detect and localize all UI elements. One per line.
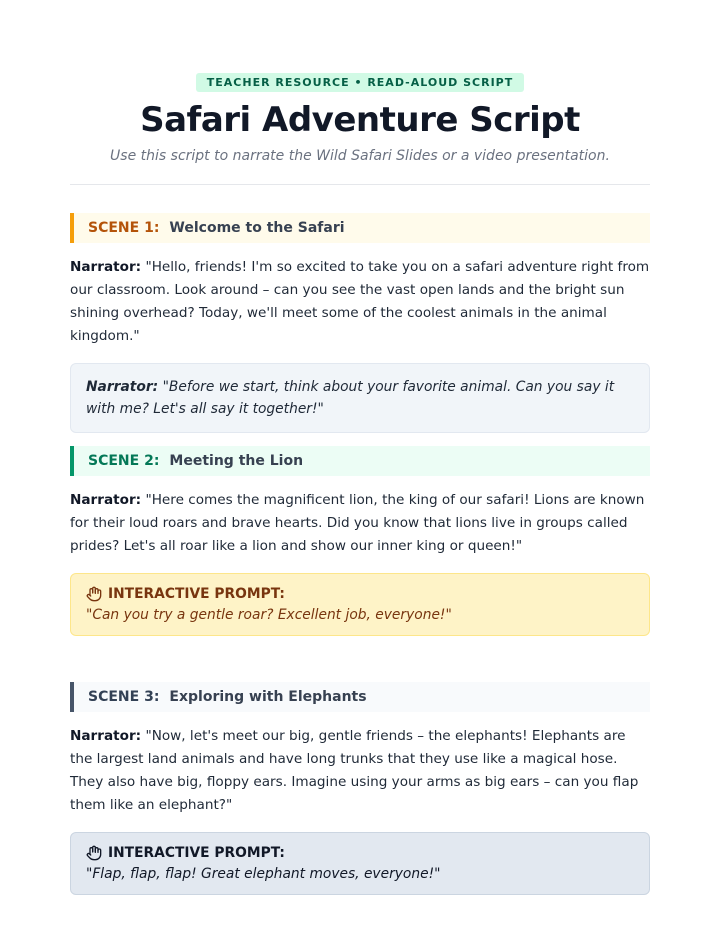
scene-1 bbox=[70, 213, 650, 433]
narrator-label: Narrator: bbox=[70, 492, 142, 508]
scene-2-narration bbox=[70, 489, 650, 558]
narrator-label: Narrator: bbox=[70, 259, 142, 275]
prompt-text: "Can you try a gentle roar? Excellent job, everyone!" bbox=[86, 607, 452, 623]
callout-text: "Before we start, think about your favorite animal. Can you say it with me? Let's all say it together!" bbox=[86, 379, 615, 417]
scene-1-callout bbox=[70, 363, 650, 433]
scene-2-name: Meeting the Lion bbox=[169, 453, 304, 469]
hand-icon bbox=[86, 586, 102, 602]
narration-text: "Now, let's meet our big, gentle friends – the elephants! Elephants are the largest land animals and have long trunks that they use like a magical hose. They also have big, floppy ears. Imagine using your arms as big ears – can you flap them like an elephant?" bbox=[70, 728, 639, 813]
scene-1-heading bbox=[70, 213, 650, 243]
header-divider bbox=[70, 184, 650, 185]
scene-3 bbox=[70, 682, 650, 895]
scene-1-label: SCENE 1: bbox=[88, 220, 160, 236]
page-subtitle: Use this script to narrate the Wild Safari Slides or a video presentation. bbox=[110, 148, 610, 164]
prompt-heading bbox=[86, 586, 634, 602]
narration-text: "Here comes the magnificent lion, the king of our safari! Lions are known for their loud roars and brave hearts. Did you know that lions live in groups called prides? Let's all roar like a lion and show our inner king or queen!" bbox=[70, 492, 645, 554]
callout-narrator-label: Narrator: bbox=[86, 379, 159, 395]
prompt-heading-text: INTERACTIVE PROMPT: bbox=[108, 586, 285, 602]
scene-3-heading bbox=[70, 682, 650, 712]
scene-1-name: Welcome to the Safari bbox=[169, 220, 345, 236]
scene-2-heading bbox=[70, 446, 650, 476]
narrator-label: Narrator: bbox=[70, 728, 142, 744]
scene-3-name: Exploring with Elephants bbox=[169, 689, 367, 705]
page-title: Safari Adventure Script bbox=[140, 100, 580, 140]
page-header bbox=[0, 0, 720, 164]
prompt-heading bbox=[86, 845, 634, 861]
prompt-text: "Flap, flap, flap! Great elephant moves, everyone!" bbox=[86, 866, 441, 882]
prompt-heading-text: INTERACTIVE PROMPT: bbox=[108, 845, 285, 861]
scene-1-narration bbox=[70, 256, 650, 348]
resource-badge: TEACHER RESOURCE • READ-ALOUD SCRIPT bbox=[196, 73, 524, 92]
scene-2-interactive-prompt bbox=[70, 573, 650, 636]
scene-3-narration bbox=[70, 725, 650, 817]
scene-2 bbox=[70, 446, 650, 636]
hand-icon bbox=[86, 845, 102, 861]
scene-2-label: SCENE 2: bbox=[88, 453, 160, 469]
scene-3-interactive-prompt bbox=[70, 832, 650, 895]
narration-text: "Hello, friends! I'm so excited to take you on a safari adventure right from our classroom. Look around – can you see the vast open lands and the bright sun shining overhead? Today, we'll meet some of the coolest animals in the animal kingdom." bbox=[70, 259, 650, 344]
scene-3-label: SCENE 3: bbox=[88, 689, 160, 705]
